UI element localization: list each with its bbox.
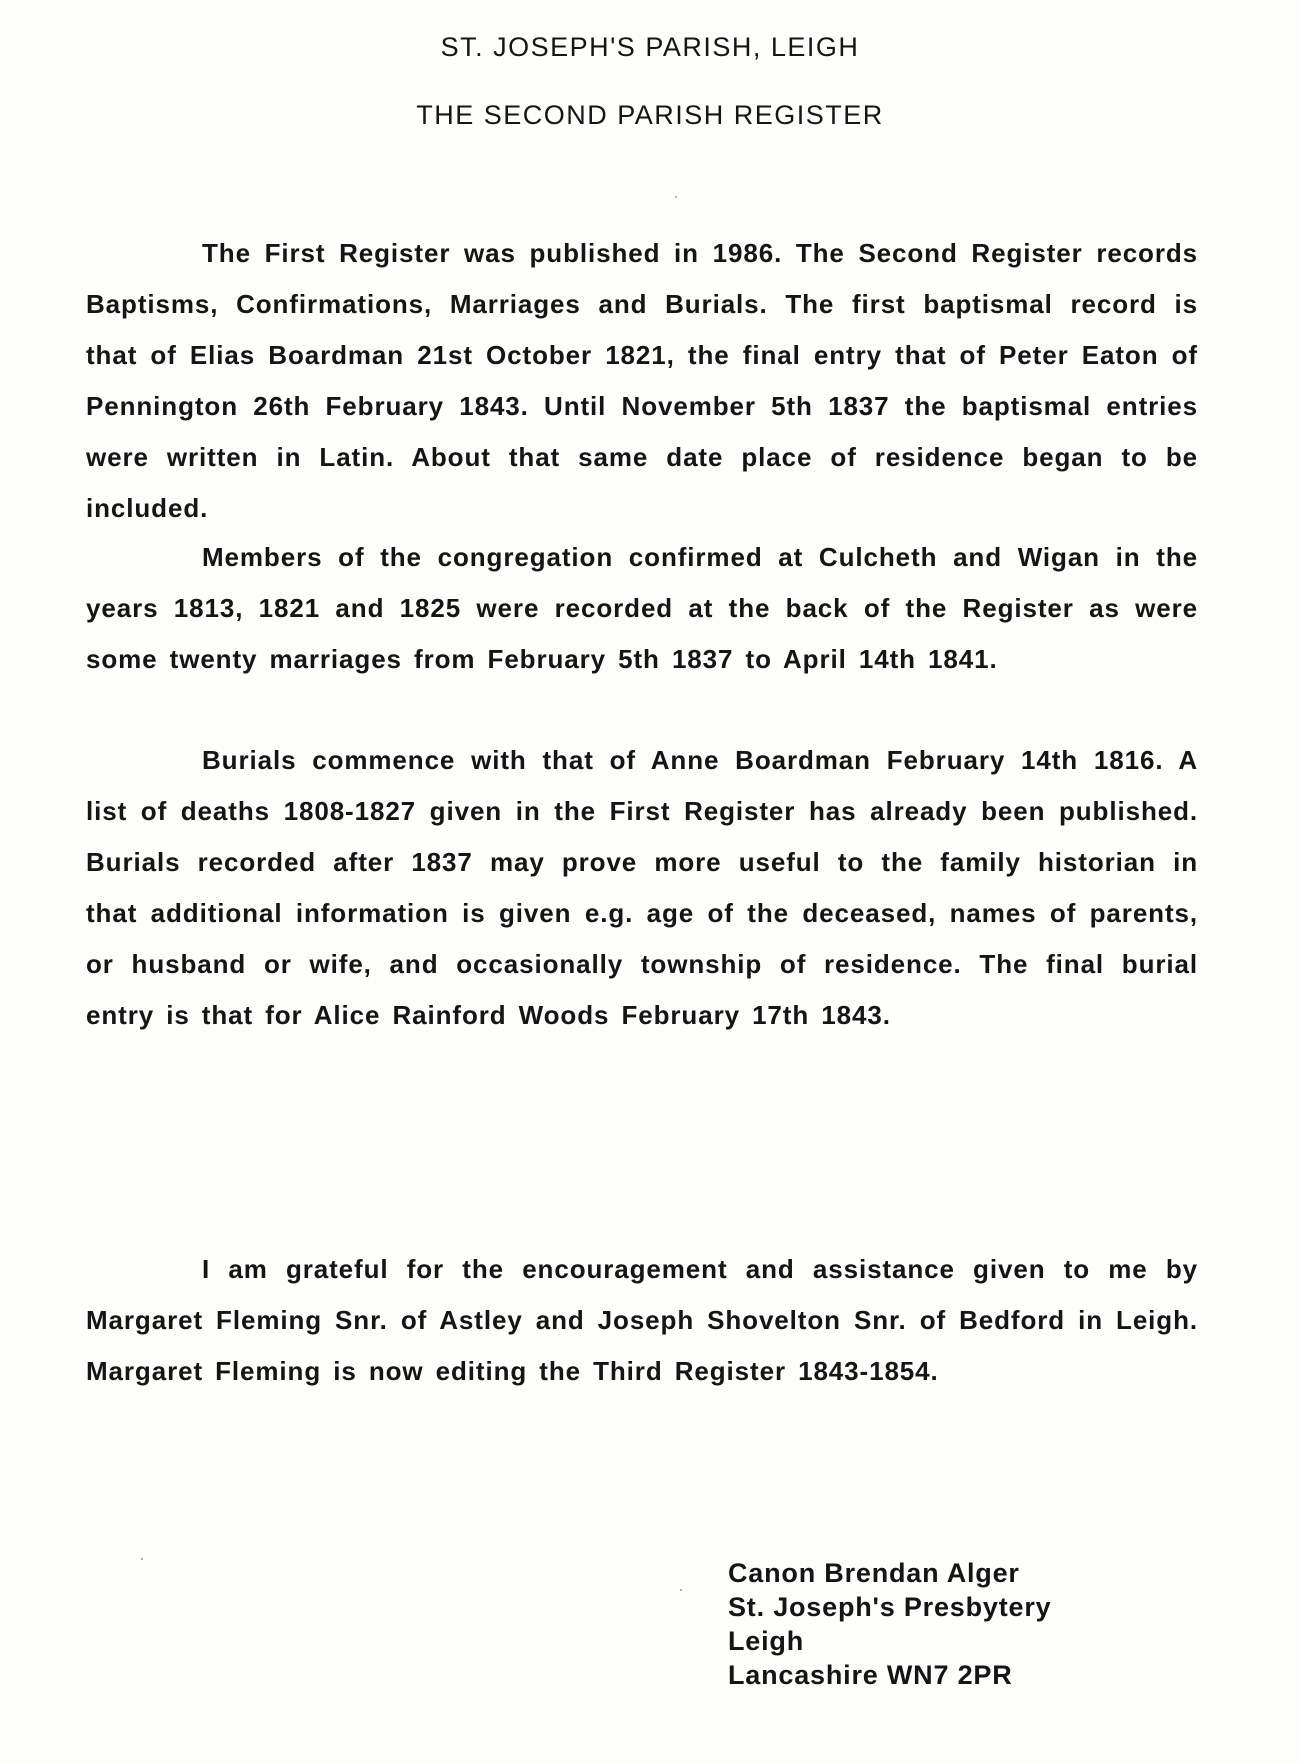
paragraph-burials: Burials commence with that of Anne Boardman February 14th 1816. A list of deaths 1808-1827 given in the First Register has already been published. Burials recorded after 1837 may prove more useful to the family historian in that additional information is given e.g. age of the deceased, names of parents, or husband or wife, and occasionally township of residence. The final burial entry is that for Alice Rainford Woods February 17th 1843. xyxy=(86,745,1198,1030)
signature-block xyxy=(728,1556,1051,1692)
signature-address-line: Lancashire WN7 2PR xyxy=(728,1660,1013,1690)
signature-address-line: St. Joseph's Presbytery xyxy=(728,1592,1052,1622)
paragraph-acknowledgements: I am grateful for the encouragement and assistance given to me by Margaret Fleming Snr. of Astley and Joseph Shovelton Snr. of Bedford in Leigh. Margaret Fleming is now editing the Third Register 1843-1854. xyxy=(86,1254,1198,1386)
page-subtitle: THE SECOND PARISH REGISTER xyxy=(416,100,884,130)
signature-address-line: Leigh xyxy=(728,1626,804,1656)
signature-name: Canon Brendan Alger xyxy=(728,1558,1020,1588)
scan-speck xyxy=(141,1558,143,1560)
paragraph-confirmations-marriages: Members of the congregation confirmed at Culcheth and Wigan in the years 1813, 1821 and 1825 were recorded at the back of the Register as were some twenty marriages from February 5th 1837 to April 14th 1841. xyxy=(86,542,1198,674)
page-title: ST. JOSEPH'S PARISH, LEIGH xyxy=(440,32,860,62)
scan-speck xyxy=(675,196,677,198)
scan-speck xyxy=(680,1589,682,1591)
paragraph-register-overview: The First Register was published in 1986. The Second Register records Baptisms, Confirmations, Marriages and Burials. The first baptismal record is that of Elias Boardman 21st October 1821, the final entry that of Peter Eaton of Pennington 26th February 1843. Until November 5th 1837 the baptismal entries were written in Latin. About that same date place of residence began to be included. xyxy=(86,238,1198,523)
